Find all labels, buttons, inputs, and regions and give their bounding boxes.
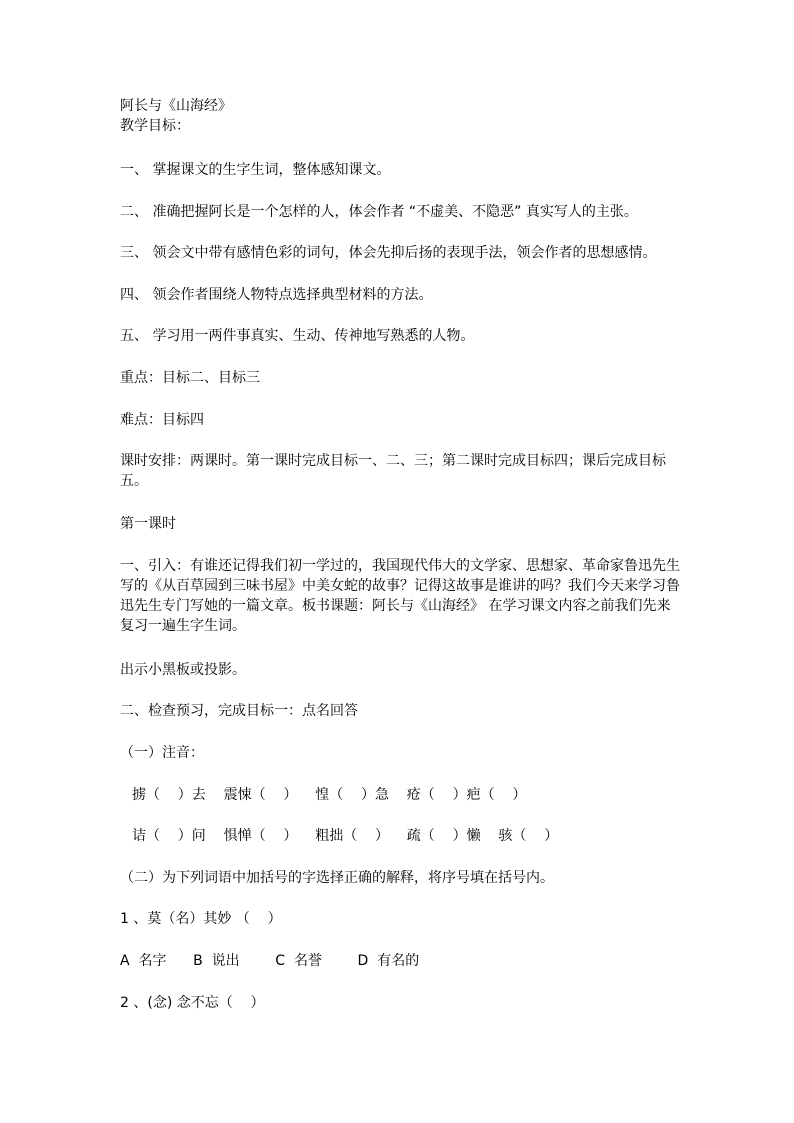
phonetic-heading: （一）注音： [120,745,204,761]
objective-5: 五、 学习用一两件事真实、生动、传神地写熟悉的人物。 [120,328,475,344]
objective-2: 二、 准确把握阿长是一个怎样的人，体会作者 “不虚美、不隐恶” 真实写人的主张。 [120,204,638,220]
objective-1: 一、 掌握课文的生字生词，整体感知课文。 [120,162,391,178]
document-title: 阿长与《山海经》 [120,98,232,114]
objective-3: 三、 领会文中带有感情色彩的词句，体会先抑后扬的表现手法，领会作者的思想感情。 [120,245,657,261]
schedule: 课时安排：两课时。第一课时完成目标一、二、三；第二课时完成目标四；课后完成目标五。 [120,453,666,489]
phonetic-row-2: 诘（ ）问 惧惮（ ） 粗拙（ ） 疏（ ）懒 骇（ ） [132,828,559,844]
objective-4: 四、 领会作者围绕人物特点选择典型材料的方法。 [120,287,433,303]
phonetic-row-1: 掳（ ）去 震悚（ ） 惶（ ）急 疮（ ）疤（ ） [132,787,527,803]
question-1: 1 、莫（名）其妙 （ ） [120,911,282,927]
intro-paragraph: 一、引入：有谁还记得我们初一学过的，我国现代伟大的文学家、思想家、革命家鲁迅先生写的《从百草园到三味书屋》中美女蛇的故事？记得这故事是谁讲的吗？我们今天来学习鲁迅先生专门写她的一篇文章。板书课题：阿长与《山海经》 在学习课文内容之前我们先来复习一遍生字生词。 [120,558,680,634]
explain-heading: （二）为下列词语中加括号的字选择正确的解释，将序号填在括号内。 [120,870,554,886]
question-1-options: A 名字 B 说出 C 名誉 D 有名的 [120,953,420,969]
lesson-one-heading: 第一课时 [120,516,176,532]
key-point: 重点：目标二、目标三 [120,370,260,386]
check-preview: 二、检查预习，完成目标一：点名回答 [120,703,358,719]
objectives-heading: 教学目标： [120,118,190,134]
show-board: 出示小黑板或投影。 [120,662,246,678]
question-2: 2 、(念) 念不忘（ ） [120,995,265,1011]
difficulty: 难点：目标四 [120,412,204,428]
